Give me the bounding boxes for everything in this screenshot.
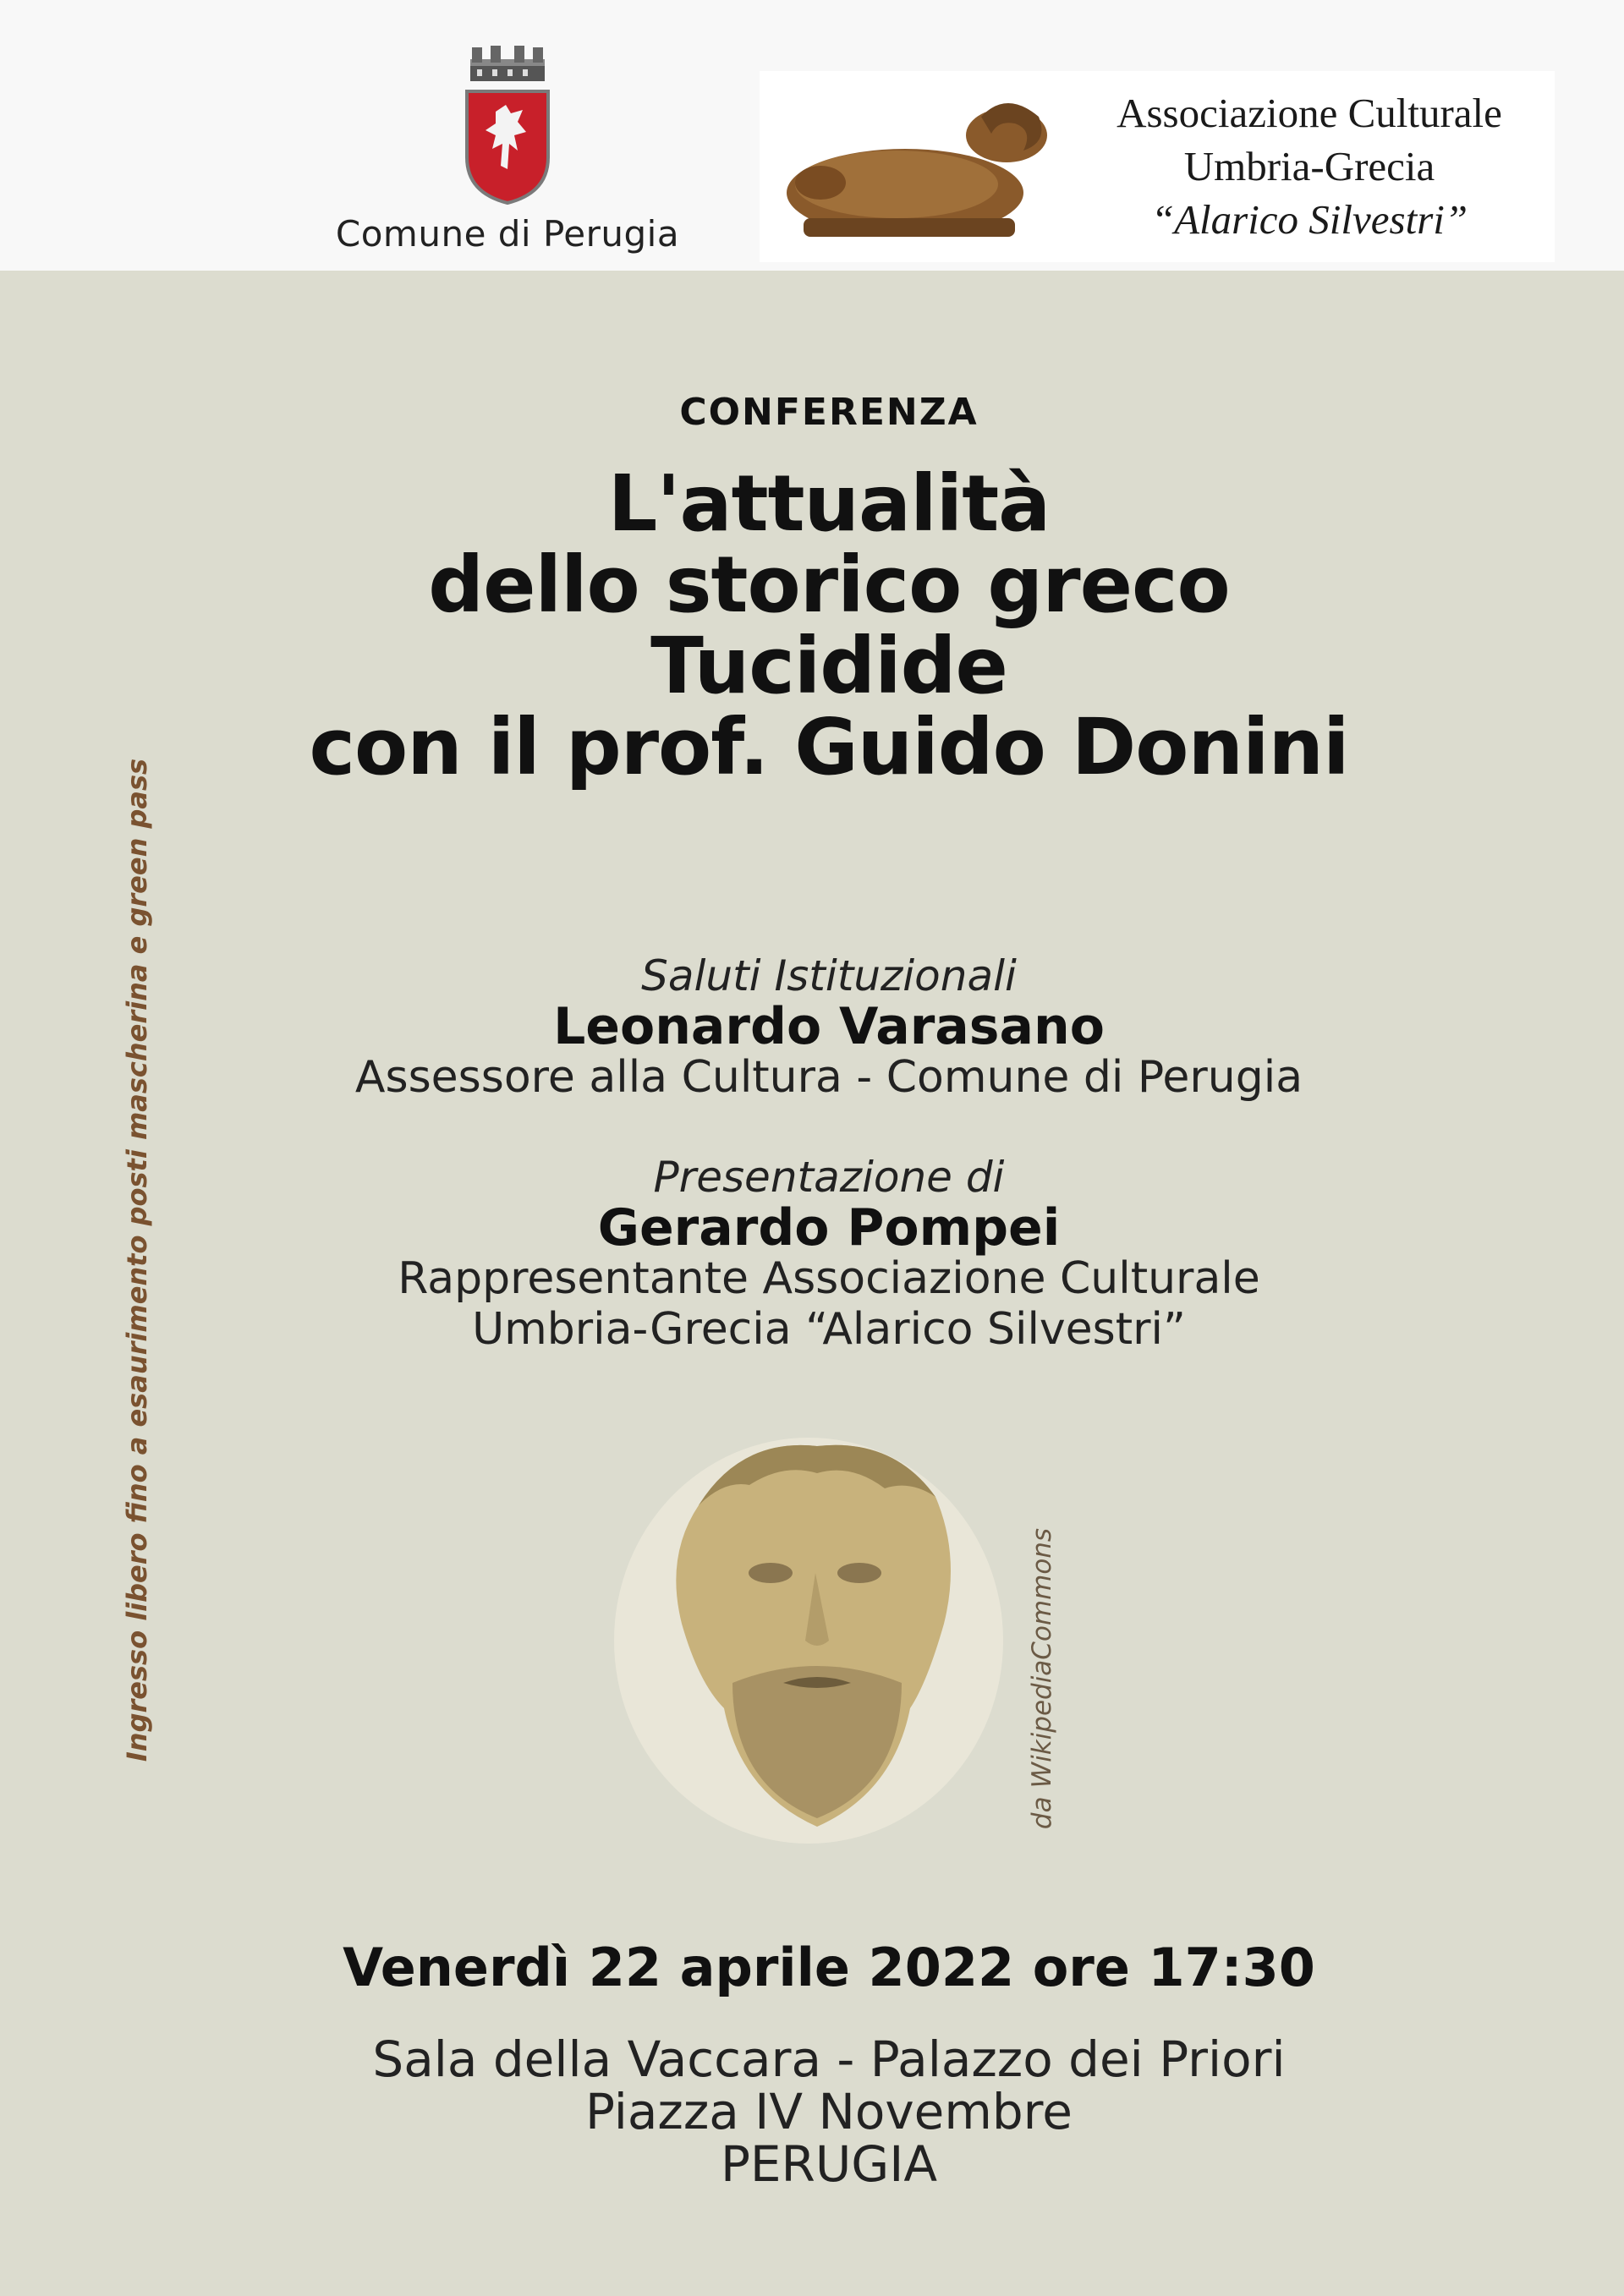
title-line-3: Tucidide <box>650 621 1007 711</box>
association-line-1: Associazione Culturale <box>1116 90 1502 136</box>
title-line-1: L'attualità <box>607 458 1051 549</box>
title-line-4: con il prof. Guido Donini <box>309 702 1349 792</box>
association-logo <box>760 71 1555 262</box>
greeting-block <box>0 951 1624 1103</box>
event-venue <box>0 2030 1624 2193</box>
presentation-role-line-1: Rappresentante Associazione Culturale <box>398 1253 1260 1304</box>
presentation-role-line-2: Umbria-Grecia “Alarico Silvestri” <box>472 1304 1186 1355</box>
event-title <box>0 458 1624 792</box>
greeting-intro: Saluti Istituzionali <box>641 951 1017 1000</box>
title-line-2: dello storico greco <box>428 540 1230 630</box>
comune-name: Comune di Perugia <box>335 213 680 255</box>
bust-image <box>606 1429 1020 1852</box>
association-line-2: Umbria-Grecia <box>1183 143 1435 189</box>
presentation-block <box>0 1152 1624 1355</box>
shield-icon <box>464 88 551 206</box>
event-date-time: Venerdì 22 aprile 2022 ore 17:30 <box>343 1937 1315 1998</box>
header-bar <box>0 0 1624 271</box>
greeting-name: Leonardo Varasano <box>553 997 1105 1056</box>
venue-line-2: Piazza IV Novembre <box>585 2083 1073 2140</box>
crown-icon <box>465 42 550 85</box>
event-kicker: CONFERENZA <box>679 391 979 434</box>
association-name <box>1073 86 1546 246</box>
entry-note: Ingresso libero fino a esaurimento posti mascherina e green pass <box>121 758 153 1762</box>
comune-logo <box>330 34 685 262</box>
venue-line-1: Sala della Vaccara - Palazzo dei Priori <box>372 2030 1286 2088</box>
greeting-role: Assessore alla Cultura - Comune di Perugia <box>354 1052 1303 1103</box>
association-line-3: “Alarico Silvestri” <box>1150 196 1468 243</box>
presentation-intro: Presentazione di <box>653 1153 1005 1202</box>
ram-statue-icon <box>770 83 1066 252</box>
presentation-name: Gerardo Pompei <box>597 1198 1061 1258</box>
venue-line-3: PERUGIA <box>720 2135 938 2193</box>
image-credit: da WikipediaCommons <box>1027 1527 1057 1830</box>
